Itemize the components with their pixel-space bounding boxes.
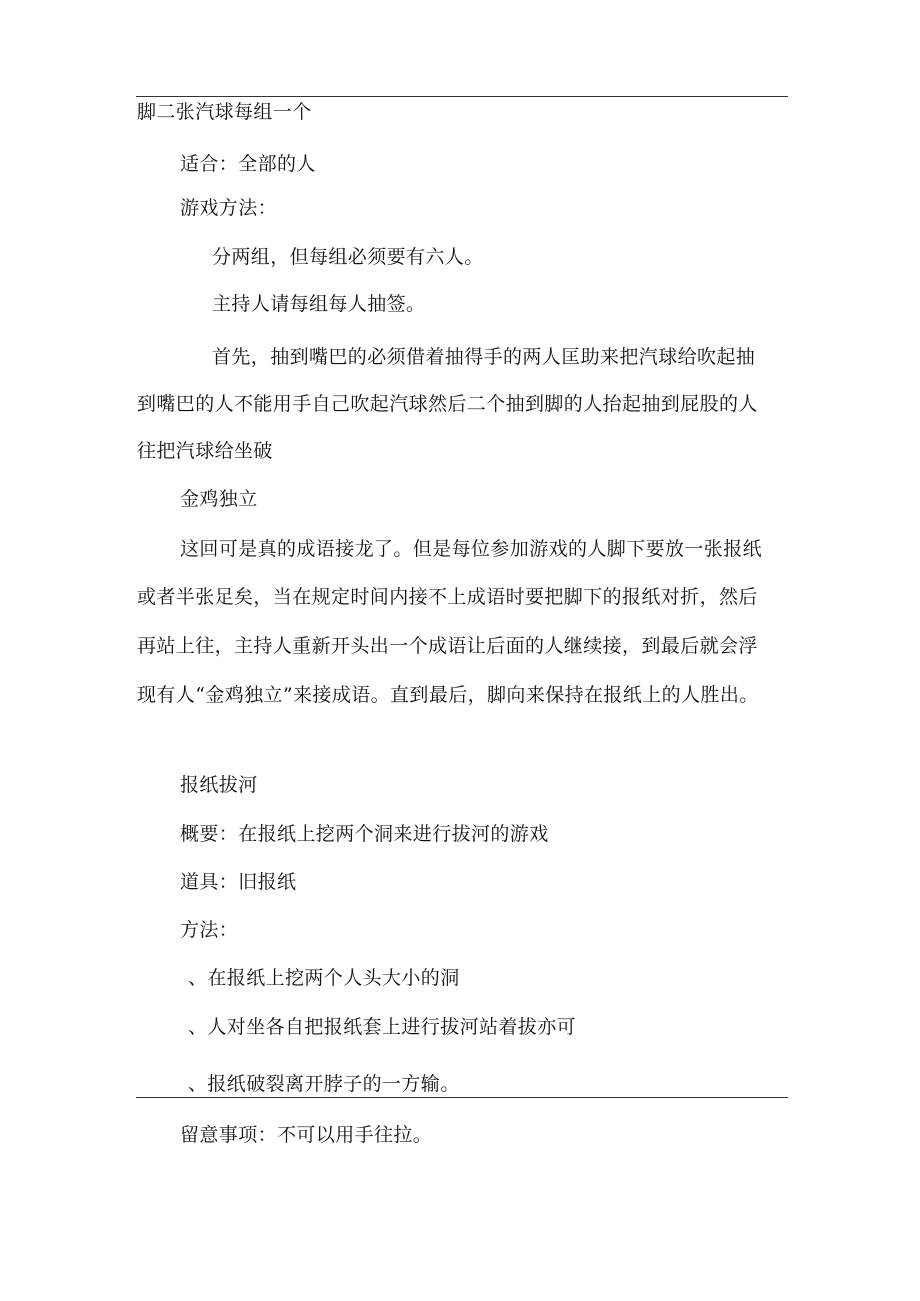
text-line: 或者半张足矣，当在规定时间内接不上成语时要把脚下的报纸对折，然后 bbox=[137, 586, 758, 608]
footer-rule bbox=[136, 1097, 788, 1098]
text-line: 道具：旧报纸 bbox=[180, 871, 297, 893]
text-line: 这回可是真的成语接龙了。但是每位参加游戏的人脚下要放一张报纸 bbox=[180, 538, 763, 560]
text-line: 到嘴巴的人不能用手自己吹起汽球然后二个抽到脚的人抬起抽到屁股的人 bbox=[137, 393, 758, 415]
header-rule bbox=[136, 96, 788, 97]
text-line: 方法： bbox=[180, 919, 239, 941]
list-item: 、在报纸上挖两个人头大小的洞 bbox=[188, 967, 460, 989]
text-line: 再站上往，主持人重新开头出一个成语让后面的人继续接，到最后就会浮 bbox=[137, 635, 758, 657]
list-item: 、报纸破裂离开脖子的一方输。 bbox=[188, 1073, 460, 1095]
text-line: 适合：全部的人 bbox=[180, 153, 316, 175]
text-line: 脚二张汽球每组一个 bbox=[137, 101, 312, 123]
text-line: 往把汽球给坐破 bbox=[137, 440, 273, 462]
text-line: 游戏方法： bbox=[180, 197, 278, 219]
section-heading: 金鸡独立 bbox=[180, 488, 258, 510]
text-line: 首先，抽到嘴巴的必须借着抽得手的两人匡助来把汽球给吹起抽 bbox=[212, 346, 756, 368]
text-line: 分两组，但每组必须要有六人。 bbox=[212, 246, 484, 268]
text-line: 留意事项：不可以用手往拉。 bbox=[180, 1124, 433, 1146]
text-line: 概要：在报纸上挖两个洞来进行拔河的游戏 bbox=[180, 823, 549, 845]
text-line: 现有人“金鸡独立”来接成语。直到最后，脚向来保持在报纸上的人胜出。 bbox=[137, 684, 759, 706]
section-heading: 报纸拔河 bbox=[180, 774, 258, 796]
text-line: 主持人请每组每人抽签。 bbox=[212, 293, 426, 315]
list-item: 、人对坐各自把报纸套上进行拔河站着拔亦可 bbox=[188, 1016, 577, 1038]
